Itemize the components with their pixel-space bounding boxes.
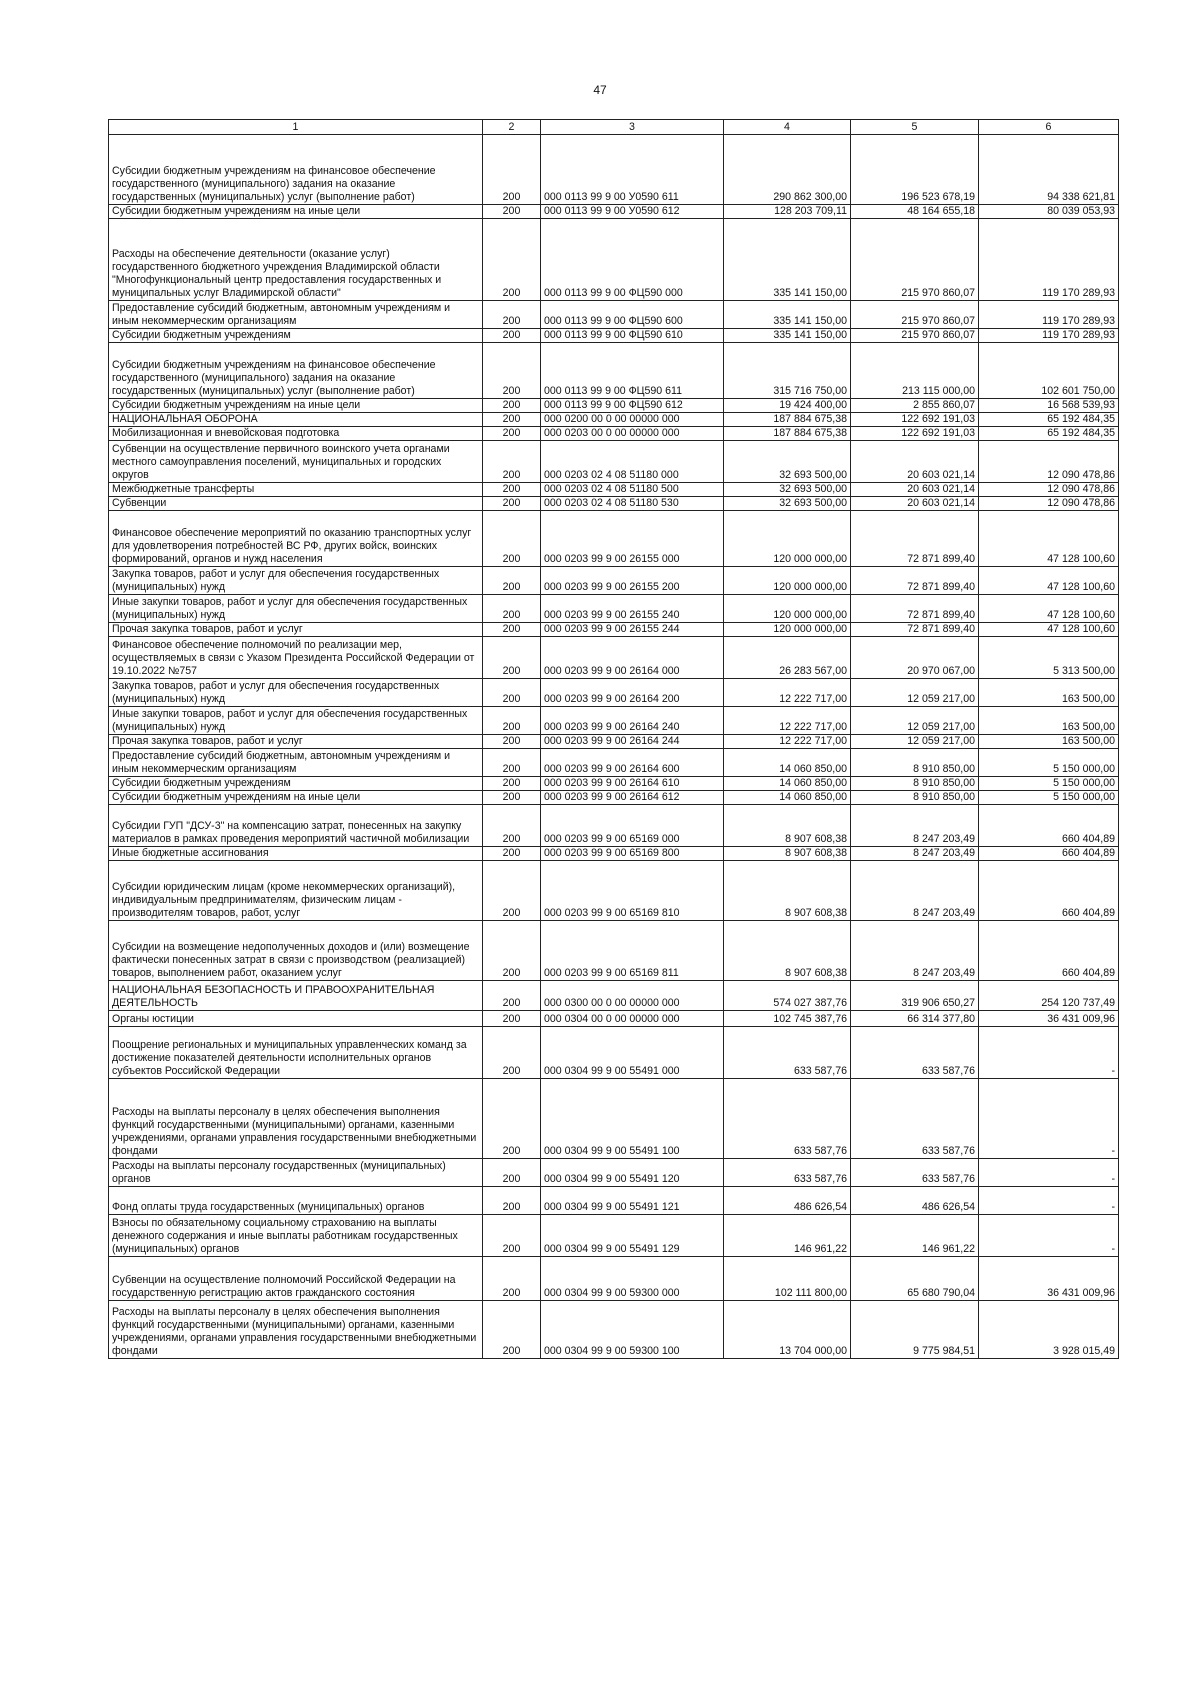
row-executed: 72 871 899,40 (851, 511, 979, 567)
row-kbk: 000 0300 00 0 00 00000 000 (541, 981, 724, 1011)
row-name: Субсидии бюджетным учреждениям на иные цели (109, 205, 483, 219)
row-approved: 120 000 000,00 (724, 595, 851, 623)
row-executed: 633 587,76 (851, 1079, 979, 1159)
row-code: 200 (483, 1011, 541, 1027)
table-row (109, 301, 1119, 329)
row-unexecuted: 660 404,89 (979, 847, 1119, 861)
row-name: Субвенции (109, 497, 483, 511)
row-approved: 26 283 567,00 (724, 637, 851, 679)
row-kbk: 000 0203 99 9 00 26155 244 (541, 623, 724, 637)
row-approved: 633 587,76 (724, 1027, 851, 1079)
col-header: 2 (483, 120, 541, 135)
row-approved: 128 203 709,11 (724, 205, 851, 219)
row-name: Субсидии бюджетным учреждениям на иные цели (109, 791, 483, 805)
row-code: 200 (483, 399, 541, 413)
row-unexecuted: 65 192 484,35 (979, 427, 1119, 441)
row-unexecuted: 5 150 000,00 (979, 749, 1119, 777)
row-executed: 72 871 899,40 (851, 595, 979, 623)
row-approved: 486 626,54 (724, 1187, 851, 1215)
budget-table (108, 119, 1119, 1359)
row-code: 200 (483, 707, 541, 735)
row-kbk: 000 0113 99 9 00 ФЦ590 000 (541, 219, 724, 301)
row-kbk: 000 0113 99 9 00 У0590 612 (541, 205, 724, 219)
row-unexecuted: 119 170 289,93 (979, 219, 1119, 301)
row-unexecuted: 65 192 484,35 (979, 413, 1119, 427)
row-name: Закупка товаров, работ и услуг для обеспечения государственных (муниципальных) нужд (109, 567, 483, 595)
row-approved: 335 141 150,00 (724, 329, 851, 343)
row-unexecuted: 660 404,89 (979, 861, 1119, 921)
row-kbk: 000 0203 99 9 00 26155 240 (541, 595, 724, 623)
table-row (109, 135, 1119, 205)
table-row (109, 921, 1119, 981)
table-row (109, 981, 1119, 1011)
col-header: 4 (724, 120, 851, 135)
table-row (109, 679, 1119, 707)
row-unexecuted: 660 404,89 (979, 805, 1119, 847)
row-approved: 102 111 800,00 (724, 1257, 851, 1301)
row-name: Субсидии бюджетным учреждениям (109, 777, 483, 791)
row-executed: 213 115 000,00 (851, 343, 979, 399)
row-kbk: 000 0203 99 9 00 26164 000 (541, 637, 724, 679)
row-code: 200 (483, 135, 541, 205)
row-kbk: 000 0304 99 9 00 59300 000 (541, 1257, 724, 1301)
row-name: Предоставление субсидий бюджетным, автономным учреждениям и иным некоммерческим организациям (109, 301, 483, 329)
row-kbk: 000 0113 99 9 00 ФЦ590 610 (541, 329, 724, 343)
table-row (109, 205, 1119, 219)
row-kbk: 000 0203 99 9 00 26155 000 (541, 511, 724, 567)
row-kbk: 000 0203 99 9 00 65169 810 (541, 861, 724, 921)
row-unexecuted: 163 500,00 (979, 735, 1119, 749)
row-unexecuted: 12 090 478,86 (979, 497, 1119, 511)
row-executed: 215 970 860,07 (851, 219, 979, 301)
page-number: 47 (593, 83, 607, 97)
row-unexecuted: 5 150 000,00 (979, 791, 1119, 805)
row-kbk: 000 0203 00 0 00 00000 000 (541, 427, 724, 441)
row-code: 200 (483, 219, 541, 301)
row-code: 200 (483, 1159, 541, 1187)
row-name: Предоставление субсидий бюджетным, автономным учреждениям и иным некоммерческим организациям (109, 749, 483, 777)
col-header: 1 (109, 120, 483, 135)
row-code: 200 (483, 413, 541, 427)
row-approved: 315 716 750,00 (724, 343, 851, 399)
row-approved: 19 424 400,00 (724, 399, 851, 413)
row-unexecuted: 102 601 750,00 (979, 343, 1119, 399)
row-name: Субсидии бюджетным учреждениям на иные цели (109, 399, 483, 413)
row-executed: 215 970 860,07 (851, 301, 979, 329)
row-approved: 32 693 500,00 (724, 483, 851, 497)
row-unexecuted: 47 128 100,60 (979, 567, 1119, 595)
row-approved: 8 907 608,38 (724, 805, 851, 847)
row-unexecuted: 80 039 053,93 (979, 205, 1119, 219)
row-name: Финансовое обеспечение полномочий по реализации мер, осуществляемых в связи с Указом Президента Российской Федерации от 19.10.2022 №757 (109, 637, 483, 679)
row-unexecuted: 254 120 737,49 (979, 981, 1119, 1011)
row-code: 200 (483, 791, 541, 805)
row-code: 200 (483, 441, 541, 483)
table-row (109, 1301, 1119, 1359)
row-code: 200 (483, 343, 541, 399)
row-kbk: 000 0113 99 9 00 ФЦ590 600 (541, 301, 724, 329)
row-kbk: 000 0304 99 9 00 59300 100 (541, 1301, 724, 1359)
row-unexecuted: 12 090 478,86 (979, 441, 1119, 483)
row-code: 200 (483, 679, 541, 707)
row-approved: 12 222 717,00 (724, 679, 851, 707)
row-name: Расходы на выплаты персоналу государственных (муниципальных) органов (109, 1159, 483, 1187)
row-name: Субсидии на возмещение недополученных доходов и (или) возмещение фактически понесенных затрат в связи с производством (реализацией) товаров, выполнением работ, оказанием услуг (109, 921, 483, 981)
row-approved: 32 693 500,00 (724, 497, 851, 511)
row-code: 200 (483, 777, 541, 791)
row-name: Субсидии юридическим лицам (кроме некоммерческих организаций), индивидуальным предпринимателям, физическим лицам - производителям товаров, работ, услуг (109, 861, 483, 921)
row-unexecuted: 5 313 500,00 (979, 637, 1119, 679)
row-executed: 20 603 021,14 (851, 483, 979, 497)
table-row (109, 427, 1119, 441)
row-executed: 8 247 203,49 (851, 847, 979, 861)
row-kbk: 000 0200 00 0 00 00000 000 (541, 413, 724, 427)
row-unexecuted: 94 338 621,81 (979, 135, 1119, 205)
row-approved: 146 961,22 (724, 1215, 851, 1257)
row-unexecuted: 660 404,89 (979, 921, 1119, 981)
row-code: 200 (483, 637, 541, 679)
row-name: Взносы по обязательному социальному страхованию на выплаты денежного содержания и иные выплаты работникам государственных (муниципальных) органов (109, 1215, 483, 1257)
row-code: 200 (483, 567, 541, 595)
row-approved: 14 060 850,00 (724, 791, 851, 805)
table-row (109, 413, 1119, 427)
table-row (109, 805, 1119, 847)
table-row (109, 1257, 1119, 1301)
row-unexecuted: 3 928 015,49 (979, 1301, 1119, 1359)
row-executed: 65 680 790,04 (851, 1257, 979, 1301)
row-unexecuted: - (979, 1027, 1119, 1079)
table-row (109, 329, 1119, 343)
row-kbk: 000 0203 02 4 08 51180 530 (541, 497, 724, 511)
row-executed: 319 906 650,27 (851, 981, 979, 1011)
row-approved: 8 907 608,38 (724, 861, 851, 921)
row-approved: 290 862 300,00 (724, 135, 851, 205)
row-executed: 633 587,76 (851, 1027, 979, 1079)
row-executed: 12 059 217,00 (851, 679, 979, 707)
row-approved: 187 884 675,38 (724, 427, 851, 441)
row-approved: 633 587,76 (724, 1159, 851, 1187)
row-name: Расходы на выплаты персоналу в целях обеспечения выполнения функций государственными (муниципальными) органами, казенными учреждениями, органами управления государственными внебюджетными фондами (109, 1079, 483, 1159)
table-row (109, 1215, 1119, 1257)
row-executed: 8 910 850,00 (851, 749, 979, 777)
table-row (109, 1187, 1119, 1215)
row-unexecuted: 47 128 100,60 (979, 623, 1119, 637)
header-row (109, 120, 1119, 135)
row-unexecuted: 16 568 539,93 (979, 399, 1119, 413)
col-header: 6 (979, 120, 1119, 135)
row-approved: 102 745 387,76 (724, 1011, 851, 1027)
table-row (109, 441, 1119, 483)
table-row (109, 735, 1119, 749)
row-code: 200 (483, 1079, 541, 1159)
row-name: Расходы на выплаты персоналу в целях обеспечения выполнения функций государственными (муниципальными) органами, казенными учреждениями, органами управления государственными внебюджетными фондами (109, 1301, 483, 1359)
table-row (109, 777, 1119, 791)
row-name: Субсидии ГУП "ДСУ-3" на компенсацию затрат, понесенных на закупку материалов в рамках проведения мероприятий частичной мобилизации (109, 805, 483, 847)
table-row (109, 623, 1119, 637)
row-code: 200 (483, 511, 541, 567)
row-code: 200 (483, 1187, 541, 1215)
col-header: 3 (541, 120, 724, 135)
row-name: НАЦИОНАЛЬНАЯ БЕЗОПАСНОСТЬ И ПРАВООХРАНИТЕЛЬНАЯ ДЕЯТЕЛЬНОСТЬ (109, 981, 483, 1011)
row-executed: 72 871 899,40 (851, 623, 979, 637)
row-code: 200 (483, 595, 541, 623)
row-code: 200 (483, 301, 541, 329)
row-name: Иные закупки товаров, работ и услуг для обеспечения государственных (муниципальных) нужд (109, 595, 483, 623)
row-executed: 122 692 191,03 (851, 427, 979, 441)
row-unexecuted: 47 128 100,60 (979, 511, 1119, 567)
row-executed: 20 603 021,14 (851, 497, 979, 511)
row-executed: 486 626,54 (851, 1187, 979, 1215)
row-name: Закупка товаров, работ и услуг для обеспечения государственных (муниципальных) нужд (109, 679, 483, 707)
row-kbk: 000 0203 99 9 00 26164 600 (541, 749, 724, 777)
row-code: 200 (483, 861, 541, 921)
row-code: 200 (483, 847, 541, 861)
row-executed: 215 970 860,07 (851, 329, 979, 343)
row-unexecuted: 163 500,00 (979, 679, 1119, 707)
row-executed: 146 961,22 (851, 1215, 979, 1257)
row-kbk: 000 0203 99 9 00 65169 800 (541, 847, 724, 861)
row-name: Органы юстиции (109, 1011, 483, 1027)
row-executed: 66 314 377,80 (851, 1011, 979, 1027)
row-executed: 8 247 203,49 (851, 861, 979, 921)
table-row (109, 749, 1119, 777)
row-kbk: 000 0304 99 9 00 55491 100 (541, 1079, 724, 1159)
row-unexecuted: 47 128 100,60 (979, 595, 1119, 623)
row-name: Финансовое обеспечение мероприятий по оказанию транспортных услуг для удовлетворения потребностей ВС РФ, других войск, воинских формирований, органов и нужд населения (109, 511, 483, 567)
row-name: Иные бюджетные ассигнования (109, 847, 483, 861)
row-code: 200 (483, 205, 541, 219)
row-kbk: 000 0203 99 9 00 26164 612 (541, 791, 724, 805)
row-approved: 14 060 850,00 (724, 749, 851, 777)
row-executed: 12 059 217,00 (851, 707, 979, 735)
row-approved: 8 907 608,38 (724, 847, 851, 861)
row-approved: 574 027 387,76 (724, 981, 851, 1011)
table-row (109, 511, 1119, 567)
table-row (109, 399, 1119, 413)
row-unexecuted: 5 150 000,00 (979, 777, 1119, 791)
row-name: Субсидии бюджетным учреждениям на финансовое обеспечение государственного (муниципального) задания на оказание государственных (муниципальных) услуг (выполнение работ) (109, 343, 483, 399)
row-name: Фонд оплаты труда государственных (муниципальных) органов (109, 1187, 483, 1215)
row-code: 200 (483, 735, 541, 749)
row-unexecuted: - (979, 1079, 1119, 1159)
row-approved: 187 884 675,38 (724, 413, 851, 427)
row-unexecuted: - (979, 1159, 1119, 1187)
row-code: 200 (483, 483, 541, 497)
row-executed: 20 603 021,14 (851, 441, 979, 483)
row-code: 200 (483, 921, 541, 981)
row-executed: 12 059 217,00 (851, 735, 979, 749)
row-approved: 8 907 608,38 (724, 921, 851, 981)
table-row (109, 497, 1119, 511)
row-code: 200 (483, 329, 541, 343)
row-unexecuted: - (979, 1215, 1119, 1257)
row-executed: 8 247 203,49 (851, 805, 979, 847)
row-kbk: 000 0304 99 9 00 55491 121 (541, 1187, 724, 1215)
table-row (109, 483, 1119, 497)
row-kbk: 000 0203 99 9 00 26164 610 (541, 777, 724, 791)
row-kbk: 000 0203 02 4 08 51180 000 (541, 441, 724, 483)
row-approved: 32 693 500,00 (724, 441, 851, 483)
row-executed: 72 871 899,40 (851, 567, 979, 595)
table-row (109, 791, 1119, 805)
row-executed: 8 247 203,49 (851, 921, 979, 981)
row-kbk: 000 0203 99 9 00 65169 811 (541, 921, 724, 981)
row-kbk: 000 0304 99 9 00 55491 000 (541, 1027, 724, 1079)
row-executed: 8 910 850,00 (851, 791, 979, 805)
row-unexecuted: 12 090 478,86 (979, 483, 1119, 497)
row-kbk: 000 0203 99 9 00 26164 200 (541, 679, 724, 707)
row-executed: 196 523 678,19 (851, 135, 979, 205)
row-name: Субсидии бюджетным учреждениям (109, 329, 483, 343)
row-name: Субвенции на осуществление первичного воинского учета органами местного самоуправления поселений, муниципальных и городских округов (109, 441, 483, 483)
row-name: Субвенции на осуществление полномочий Российской Федерации на государственную регистрацию актов гражданского состояния (109, 1257, 483, 1301)
row-kbk: 000 0113 99 9 00 ФЦ590 612 (541, 399, 724, 413)
col-header: 5 (851, 120, 979, 135)
row-name: НАЦИОНАЛЬНАЯ ОБОРОНА (109, 413, 483, 427)
table-row (109, 1011, 1119, 1027)
row-executed: 48 164 655,18 (851, 205, 979, 219)
row-kbk: 000 0113 99 9 00 У0590 611 (541, 135, 724, 205)
row-code: 200 (483, 1215, 541, 1257)
row-executed: 8 910 850,00 (851, 777, 979, 791)
row-approved: 13 704 000,00 (724, 1301, 851, 1359)
row-name: Прочая закупка товаров, работ и услуг (109, 623, 483, 637)
table-row (109, 1159, 1119, 1187)
row-name: Субсидии бюджетным учреждениям на финансовое обеспечение государственного (муниципального) задания на оказание государственных (муниципальных) услуг (выполнение работ) (109, 135, 483, 205)
row-code: 200 (483, 1257, 541, 1301)
row-executed: 20 970 067,00 (851, 637, 979, 679)
row-approved: 120 000 000,00 (724, 623, 851, 637)
row-approved: 335 141 150,00 (724, 301, 851, 329)
row-name: Иные закупки товаров, работ и услуг для обеспечения государственных (муниципальных) нужд (109, 707, 483, 735)
row-kbk: 000 0203 99 9 00 26155 200 (541, 567, 724, 595)
row-kbk: 000 0304 99 9 00 55491 129 (541, 1215, 724, 1257)
row-kbk: 000 0203 99 9 00 65169 000 (541, 805, 724, 847)
row-kbk: 000 0203 99 9 00 26164 240 (541, 707, 724, 735)
row-approved: 120 000 000,00 (724, 511, 851, 567)
row-kbk: 000 0203 02 4 08 51180 500 (541, 483, 724, 497)
row-code: 200 (483, 805, 541, 847)
table-row (109, 567, 1119, 595)
table-row (109, 847, 1119, 861)
row-unexecuted: 119 170 289,93 (979, 301, 1119, 329)
table-row (109, 637, 1119, 679)
table-row (109, 1079, 1119, 1159)
table-row (109, 707, 1119, 735)
row-executed: 633 587,76 (851, 1159, 979, 1187)
row-code: 200 (483, 623, 541, 637)
row-code: 200 (483, 981, 541, 1011)
table-row (109, 343, 1119, 399)
row-code: 200 (483, 749, 541, 777)
row-code: 200 (483, 1027, 541, 1079)
row-code: 200 (483, 427, 541, 441)
row-unexecuted: 36 431 009,96 (979, 1011, 1119, 1027)
row-approved: 12 222 717,00 (724, 735, 851, 749)
row-code: 200 (483, 1301, 541, 1359)
row-unexecuted: - (979, 1187, 1119, 1215)
row-executed: 9 775 984,51 (851, 1301, 979, 1359)
row-kbk: 000 0304 00 0 00 00000 000 (541, 1011, 724, 1027)
row-approved: 12 222 717,00 (724, 707, 851, 735)
row-unexecuted: 36 431 009,96 (979, 1257, 1119, 1301)
row-name: Прочая закупка товаров, работ и услуг (109, 735, 483, 749)
table-row (109, 1027, 1119, 1079)
row-unexecuted: 163 500,00 (979, 707, 1119, 735)
row-executed: 2 855 860,07 (851, 399, 979, 413)
row-code: 200 (483, 497, 541, 511)
table-row (109, 861, 1119, 921)
table-row (109, 595, 1119, 623)
table-row (109, 219, 1119, 301)
row-kbk: 000 0113 99 9 00 ФЦ590 611 (541, 343, 724, 399)
row-name: Расходы на обеспечение деятельности (оказание услуг) государственного бюджетного учреждения Владимирской области "Многофункциональный центр предоставления государственных и муниципальных услуг Владимирской области" (109, 219, 483, 301)
row-approved: 14 060 850,00 (724, 777, 851, 791)
row-kbk: 000 0203 99 9 00 26164 244 (541, 735, 724, 749)
row-name: Поощрение региональных и муниципальных управленческих команд за достижение показателей деятельности исполнительных органов субъектов Российской Федерации (109, 1027, 483, 1079)
row-name: Мобилизационная и вневойсковая подготовка (109, 427, 483, 441)
row-approved: 120 000 000,00 (724, 567, 851, 595)
row-name: Межбюджетные трансферты (109, 483, 483, 497)
row-kbk: 000 0304 99 9 00 55491 120 (541, 1159, 724, 1187)
row-approved: 633 587,76 (724, 1079, 851, 1159)
row-executed: 122 692 191,03 (851, 413, 979, 427)
row-unexecuted: 119 170 289,93 (979, 329, 1119, 343)
row-approved: 335 141 150,00 (724, 219, 851, 301)
